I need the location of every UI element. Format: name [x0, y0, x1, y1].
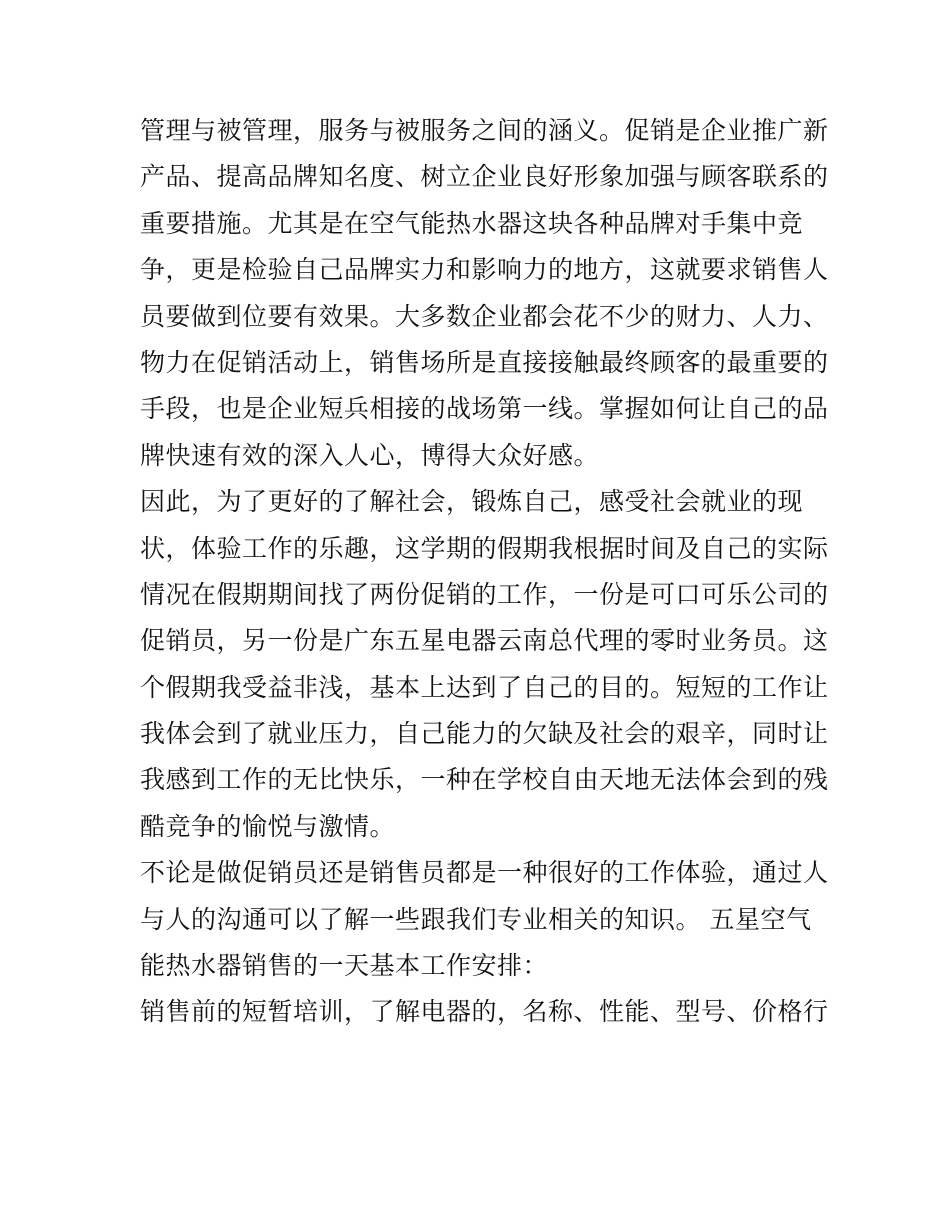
- text-line: 不论是做促销员还是销售员都是一种很好的工作体验，通过人: [140, 858, 829, 888]
- text-line: 管理与被管理，服务与被服务之间的涵义。促销是企业推广新: [140, 116, 829, 145]
- paragraph-4: [140, 989, 829, 1035]
- paragraph-3: [140, 850, 829, 989]
- text-line: 手段，也是企业短兵相接的战场第一线。掌握如何让自己的品: [140, 394, 829, 424]
- text-line: 与人的沟通可以了解一些跟我们专业相关的知识。 五星空气: [140, 904, 812, 934]
- text-line: 争，更是检验自己品牌实力和影响力的地方，这就要求销售人: [140, 255, 829, 285]
- text-line: 情况在假期期间找了两份促销的工作，一份是可口可乐公司的: [140, 579, 829, 609]
- document-body: [140, 108, 829, 1036]
- text-line: 酷竞争的愉悦与激情。: [140, 811, 396, 841]
- text-line: 因此，为了更好的了解社会，锻炼自己，感受社会就业的现: [140, 487, 804, 517]
- text-line: 牌快速有效的深入人心，博得大众好感。: [140, 440, 600, 470]
- text-line: 销售前的短暂培训，了解电器的，名称、性能、型号、价格行: [140, 997, 829, 1027]
- text-line: 促销员，另一份是广东五星电器云南总代理的零时业务员。这: [140, 626, 829, 656]
- text-line: 物力在促销活动上，销售场所是直接接触最终顾客的最重要的: [140, 347, 829, 377]
- text-line: 我感到工作的无比快乐，一种在学校自由天地无法体会到的残: [140, 765, 829, 795]
- text-line: 重要措施。尤其是在空气能热水器这块各种品牌对手集中竞: [140, 208, 804, 238]
- text-line: 员要做到位要有效果。大多数企业都会花不少的财力、人力、: [140, 301, 829, 331]
- paragraph-1: [140, 108, 829, 479]
- text-line: 我体会到了就业压力，自己能力的欠缺及社会的艰辛，同时让: [140, 719, 829, 749]
- text-line: 能热水器销售的一天基本工作安排：: [140, 951, 549, 981]
- paragraph-2: [140, 479, 829, 850]
- text-line: 个假期我受益非浅，基本上达到了自己的目的。短短的工作让: [140, 672, 829, 702]
- text-line: 产品、提高品牌知名度、树立企业良好形象加强与顾客联系的: [140, 162, 829, 192]
- text-line: 状，体验工作的乐趣，这学期的假期我根据时间及自己的实际: [140, 533, 829, 563]
